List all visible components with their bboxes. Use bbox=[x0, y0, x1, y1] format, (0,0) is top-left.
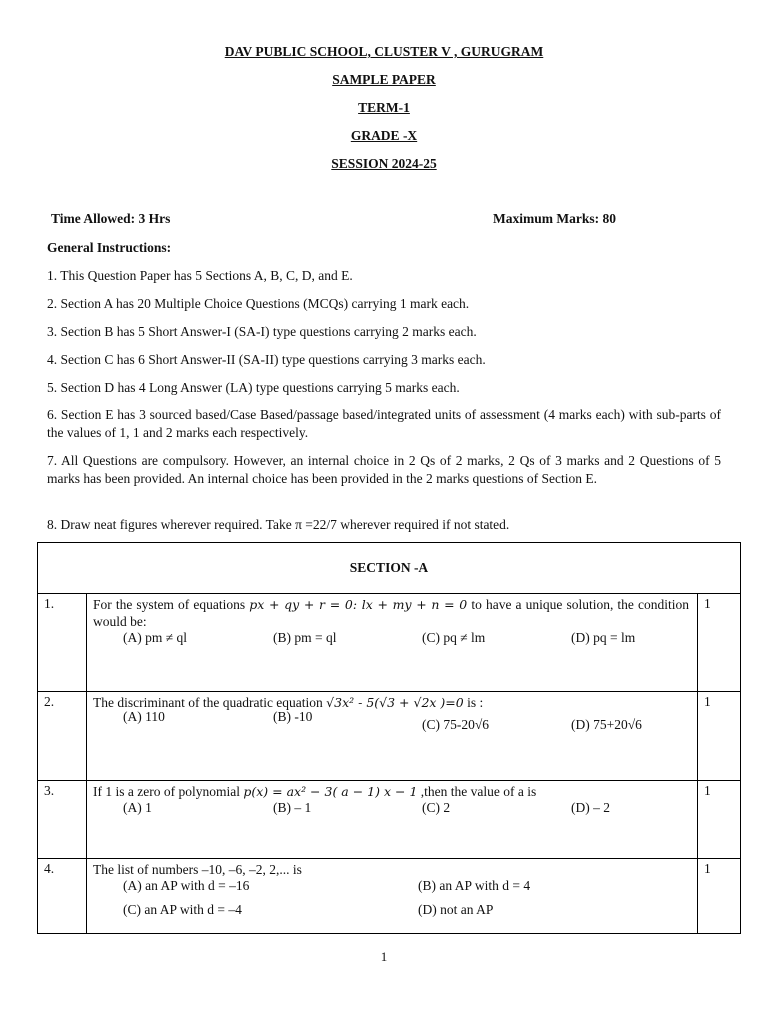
question-number: 4. bbox=[38, 859, 87, 934]
session-label: SESSION 2024-25 bbox=[331, 156, 437, 171]
school-name: DAV PUBLIC SCHOOL, CLUSTER V , GURUGRAM bbox=[224, 44, 544, 59]
question-equation: √3x² - 5(√3 + √2x )=0 bbox=[326, 695, 464, 710]
question-marks: 1 bbox=[698, 692, 741, 781]
question-text-part: ,then the value of a is bbox=[420, 784, 537, 799]
question-number: 1. bbox=[38, 594, 87, 692]
question-text bbox=[93, 596, 689, 630]
option-d: (D) not an AP bbox=[418, 902, 494, 917]
instruction-item: 4. Section C has 6 Short Answer-II (SA-II) type questions carrying 3 marks each. bbox=[47, 352, 486, 367]
question-text: The list of numbers –10, –6, –2, 2,... is bbox=[93, 862, 302, 877]
question-row bbox=[38, 859, 741, 934]
question-text-part: If 1 is a zero of polynomial bbox=[93, 784, 240, 799]
options-row bbox=[93, 630, 689, 650]
option-d: (D) pq = lm bbox=[571, 630, 636, 645]
section-title: SECTION -A bbox=[38, 543, 741, 594]
question-marks: 1 bbox=[698, 594, 741, 692]
grade-label: GRADE -X bbox=[350, 128, 418, 143]
option-a: (A) 110 bbox=[123, 709, 165, 724]
question-text-part: For the system of equations bbox=[93, 597, 246, 612]
instruction-item: 1. This Question Paper has 5 Sections A, B, C, D, and E. bbox=[47, 268, 353, 283]
option-b: (B) -10 bbox=[273, 709, 313, 724]
option-d: (D) 75+20√6 bbox=[571, 717, 642, 732]
maximum-marks: Maximum Marks: 80 bbox=[493, 211, 616, 226]
instruction-item: 2. Section A has 20 Multiple Choice Questions (MCQs) carrying 1 mark each. bbox=[47, 296, 470, 311]
options-row bbox=[93, 800, 689, 820]
options-row bbox=[93, 878, 689, 898]
option-c: (C) pq ≠ lm bbox=[422, 630, 486, 645]
question-row bbox=[38, 692, 741, 781]
instruction-item: 5. Section D has 4 Long Answer (LA) type questions carrying 5 marks each. bbox=[47, 380, 460, 395]
option-a: (A) an AP with d = –16 bbox=[123, 878, 250, 893]
question-cell bbox=[87, 692, 698, 781]
question-number: 3. bbox=[38, 781, 87, 859]
option-a: (A) pm ≠ ql bbox=[123, 630, 188, 645]
time-allowed: Time Allowed: 3 Hrs bbox=[51, 211, 171, 226]
paper-type: SAMPLE PAPER bbox=[332, 72, 436, 87]
question-text-part: is : bbox=[467, 695, 484, 710]
instruction-item: 8. Draw neat figures wherever required. Take π =22/7 wherever required if not stated. bbox=[47, 517, 510, 532]
options-row bbox=[93, 711, 689, 739]
question-equation: px + qy + r = 0: lx + my + n = 0 bbox=[249, 597, 468, 612]
question-number: 2. bbox=[38, 692, 87, 781]
option-c: (C) 2 bbox=[422, 800, 451, 815]
option-c: (C) an AP with d = –4 bbox=[123, 902, 242, 917]
question-cell bbox=[87, 781, 698, 859]
instruction-item: 3. Section B has 5 Short Answer-I (SA-I) type questions carrying 2 marks each. bbox=[47, 324, 477, 339]
question-cell bbox=[87, 859, 698, 934]
question-text bbox=[93, 694, 689, 711]
question-text-part: to have a unique solution, the condition would be: bbox=[93, 597, 690, 629]
option-c: (C) 75-20√6 bbox=[422, 717, 490, 732]
question-row bbox=[38, 781, 741, 859]
options-row bbox=[93, 902, 689, 922]
question-cell bbox=[87, 594, 698, 692]
question-marks: 1 bbox=[698, 781, 741, 859]
question-text bbox=[93, 783, 689, 800]
option-b: (B) pm = ql bbox=[273, 630, 337, 645]
option-b: (B) – 1 bbox=[273, 800, 312, 815]
instruction-item: 6. Section E has 3 sourced based/Case Based/passage based/integrated units of assessment (4 marks each) with sub-parts of the values of 1, 1 and 2 marks each respectively. bbox=[47, 407, 721, 440]
option-a: (A) 1 bbox=[123, 800, 152, 815]
term-label: TERM-1 bbox=[358, 100, 410, 115]
option-b: (B) an AP with d = 4 bbox=[418, 878, 531, 893]
page-number: 1 bbox=[380, 949, 388, 964]
question-marks: 1 bbox=[698, 859, 741, 934]
instruction-item: 7. All Questions are compulsory. However, an internal choice in 2 Qs of 2 marks, 2 Qs of 3 marks and 2 Questions of 5 marks has been provided. An internal choice has been provided in the 2 marks questions of Section E. bbox=[47, 453, 721, 486]
instructions-heading: General Instructions: bbox=[47, 240, 172, 255]
question-row bbox=[38, 594, 741, 692]
question-text-part: The discriminant of the quadratic equation bbox=[93, 695, 323, 710]
section-a-table bbox=[37, 542, 741, 934]
question-equation: p(x) = ax² − 3( a − 1) x − 1 bbox=[243, 784, 418, 799]
option-d: (D) – 2 bbox=[571, 800, 610, 815]
